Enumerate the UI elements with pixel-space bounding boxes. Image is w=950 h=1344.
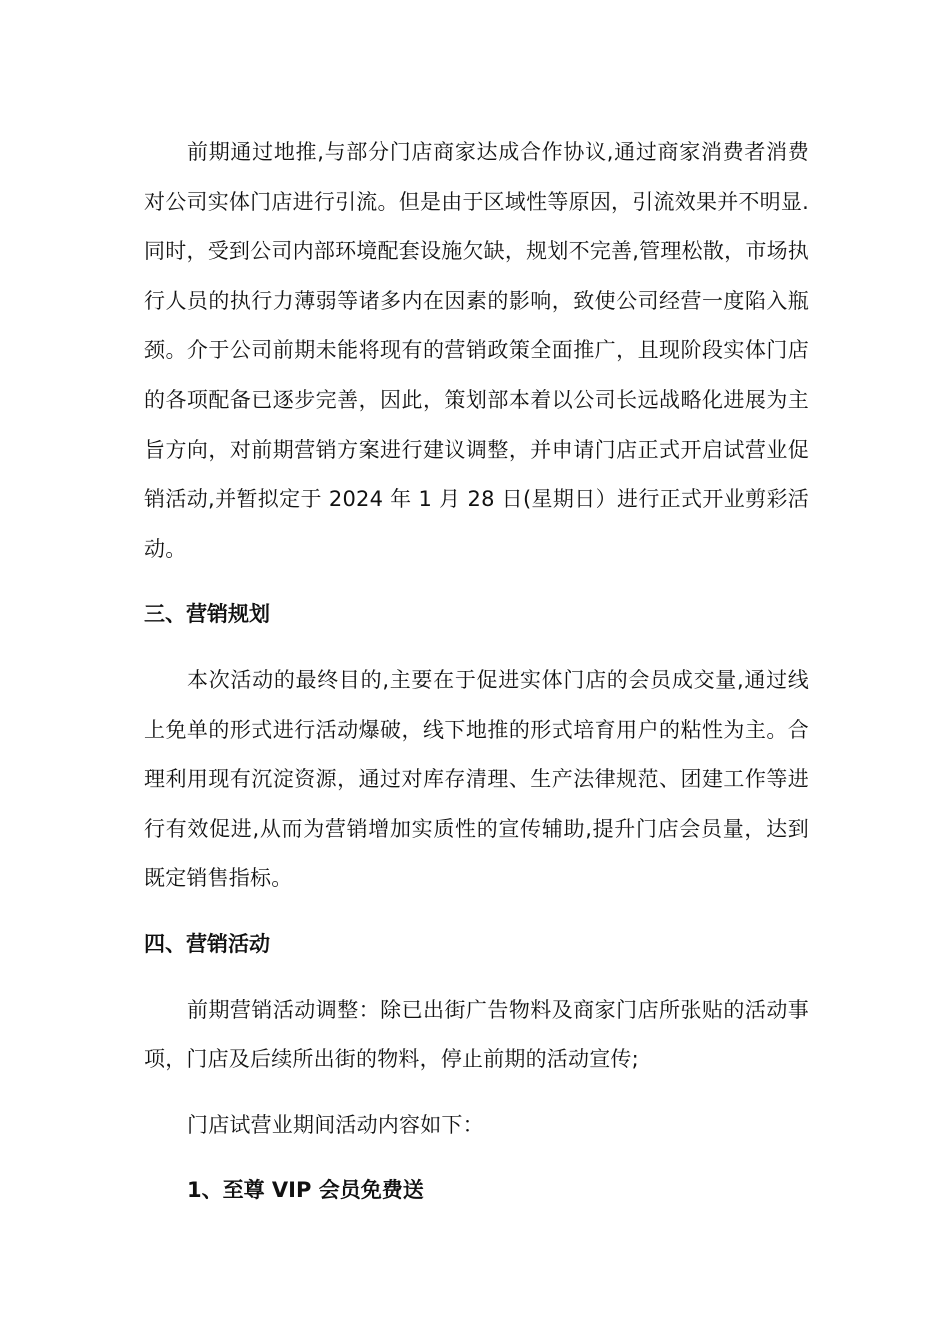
paragraph-plan: 本次活动的最终目的,主要在于促进实体门店的会员成交量,通过线上免单的形式进行活动爆破，线下地推的形式培育用户的粘性为主。合理利用现有沉淀资源，通过对库存清理、生产法律规范、团建工作等进行有效促进,从而为营销增加实质性的宣传辅助,提升门店会员量，达到既定销售指标。 [144, 667, 809, 891]
paragraph-activity-intro: 门店试营业期间活动内容如下： [187, 1112, 484, 1137]
document-body [144, 128, 809, 1216]
paragraph-background: 前期通过地推,与部分门店商家达成合作协议,通过商家消费者消费对公司实体门店进行引流。但是由于区域性等原因，引流效果并不明显.同时，受到公司内部环境配套设施欠缺，规划不完善,管理松散，市场执行人员的执行力薄弱等诸多内在因素的影响，致使公司经营一度陷入瓶颈。介于公司前期未能将现有的营销政策全面推广，且现阶段实体门店的各项配备已逐步完善，因此，策划部本着以公司长远战略化进展为主旨方向，对前期营销方案进行建议调整，并申请门店正式开启试营业促销活动,并暂拟定于 2024 年 1 月 28 日(星期日）进行正式开业剪彩活动。 [144, 140, 809, 561]
paragraph-adjustment: 前期营销活动调整：除已出街广告物料及商家门店所张贴的活动事项，门店及后续所出街的物料，停止前期的活动宣传; [144, 997, 809, 1072]
spacer [144, 904, 809, 920]
section-heading-marketing-plan: 三、营销规划 [144, 602, 270, 627]
section-heading-marketing-activity: 四、营销活动 [144, 931, 270, 956]
spacer [144, 1085, 809, 1101]
subheading-vip: 1、至尊 VIP 会员免费送 [187, 1178, 424, 1203]
spacer [144, 970, 809, 986]
spacer [144, 1150, 809, 1166]
spacer [144, 640, 809, 656]
spacer [144, 574, 809, 590]
